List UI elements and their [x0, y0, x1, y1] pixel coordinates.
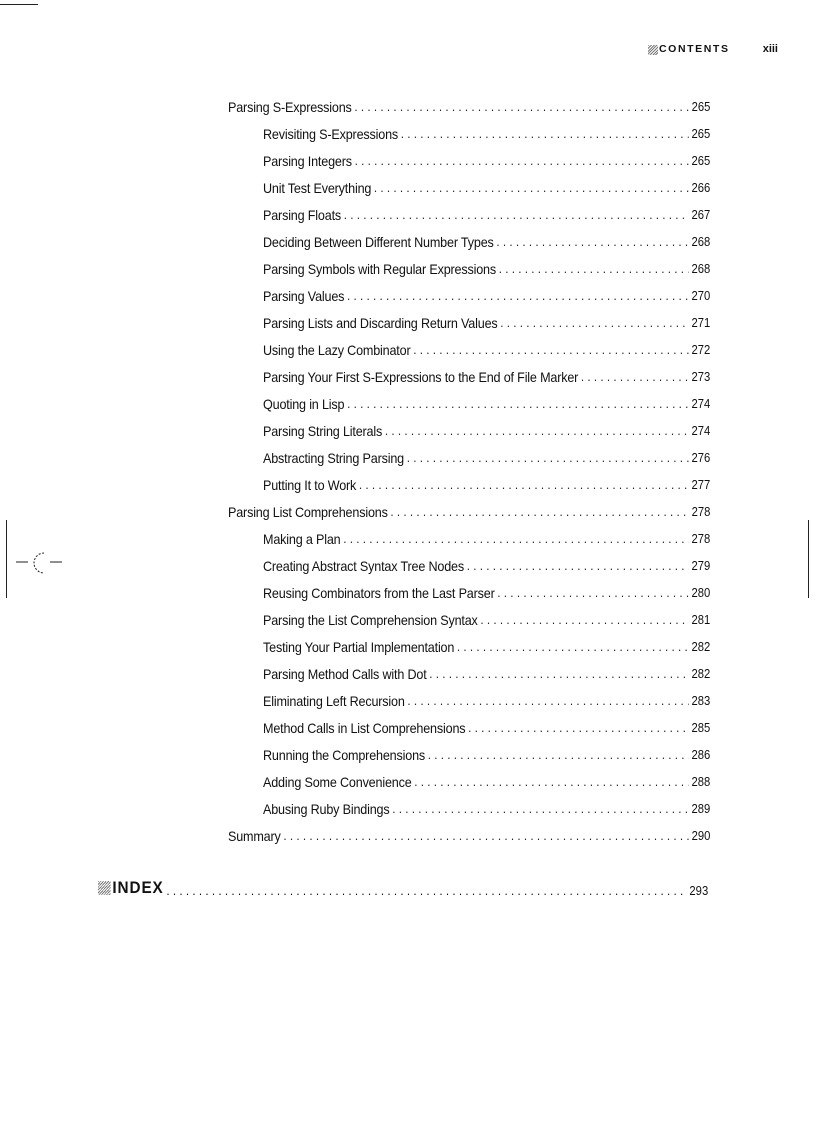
toc-entry-title: Parsing S-Expressions: [228, 99, 352, 115]
toc-entry-page: 283: [691, 694, 711, 708]
dot-leader: [283, 827, 689, 845]
toc-entry-page: 282: [691, 640, 711, 654]
toc-entry-page: 272: [691, 343, 711, 357]
toc-entry-page: 288: [691, 775, 711, 789]
toc-entry[interactable]: [263, 393, 710, 413]
toc-entry-title: Parsing Lists and Discarding Return Values: [263, 315, 498, 331]
toc-entry[interactable]: [263, 744, 710, 764]
toc-entry[interactable]: [263, 312, 710, 332]
toc-entry[interactable]: [263, 123, 710, 143]
toc-entry-page: 276: [691, 451, 711, 465]
toc-entry-title: Reusing Combinators from the Last Parser: [263, 585, 495, 601]
toc-entry-page: 282: [691, 667, 711, 681]
toc-entry-page: 267: [691, 208, 711, 222]
toc-entry[interactable]: [263, 474, 710, 494]
toc-entry-page: 278: [691, 505, 711, 519]
toc-entry[interactable]: [263, 582, 710, 602]
toc-entry[interactable]: [263, 150, 710, 170]
toc-entry-page: 274: [691, 424, 711, 438]
toc-entry-page: 289: [691, 802, 711, 816]
toc-entry[interactable]: [263, 528, 710, 548]
toc-entry-title: Summary: [228, 828, 281, 844]
toc-entry-page: 268: [691, 262, 711, 276]
crop-mark-top: [0, 4, 38, 5]
toc-entry-page: 277: [691, 478, 711, 492]
section-marker-icon: [648, 45, 658, 55]
toc-entry-page: 278: [691, 532, 711, 546]
toc-entry-title: Testing Your Partial Implementation: [263, 639, 455, 655]
toc-entry-page: 268: [691, 235, 711, 249]
dot-leader: [385, 422, 689, 440]
toc-entry[interactable]: [263, 420, 710, 440]
toc-entry[interactable]: [263, 177, 710, 197]
page-number: xiii: [762, 43, 778, 55]
dot-leader: [347, 287, 689, 305]
dot-leader: [166, 883, 686, 898]
toc-entry[interactable]: [263, 447, 710, 467]
toc-entry-title: Parsing Method Calls with Dot: [263, 666, 427, 682]
toc-entry-title: Parsing List Comprehensions: [228, 504, 388, 520]
section-marker-icon: [98, 881, 111, 895]
toc-entry-title: Adding Some Convenience: [263, 774, 412, 790]
toc-entry-page: 265: [691, 154, 711, 168]
dot-leader: [499, 260, 689, 278]
dot-leader: [344, 206, 689, 224]
toc-entry-title: Quoting in Lisp: [263, 396, 345, 412]
toc-entry-title: Parsing String Literals: [263, 423, 383, 439]
dot-leader: [414, 773, 689, 791]
toc-entry-title: Parsing Symbols with Regular Expressions: [263, 261, 497, 277]
toc-entry[interactable]: [263, 771, 710, 791]
toc-entry-page: 265: [691, 127, 711, 141]
dot-leader: [468, 719, 689, 737]
toc-entry-title: Method Calls in List Comprehensions: [263, 720, 466, 736]
toc-entry[interactable]: [228, 825, 710, 845]
toc-entry-title: Putting It to Work: [263, 477, 357, 493]
toc-entry-page: 281: [691, 613, 711, 627]
dot-leader: [347, 395, 689, 413]
toc-entry-page: 290: [691, 829, 711, 843]
toc-entry-page: 273: [691, 370, 711, 384]
dot-leader: [457, 638, 689, 656]
toc-entry-title: Parsing Floats: [263, 207, 342, 223]
toc-index-entry[interactable]: [98, 878, 708, 898]
dot-leader: [359, 476, 689, 494]
toc-entry[interactable]: [263, 636, 710, 656]
dot-leader: [480, 611, 688, 629]
toc-entry-page: 274: [691, 397, 711, 411]
dot-leader: [428, 746, 689, 764]
toc-entry-title: Parsing Your First S-Expressions to the End of File Marker: [263, 369, 579, 385]
dot-leader: [354, 98, 689, 116]
toc-entry-title: Revisiting S-Expressions: [263, 126, 399, 142]
dot-leader: [413, 341, 689, 359]
crop-mark-left: [6, 520, 7, 598]
toc-entry[interactable]: [263, 258, 710, 278]
running-header-label: CONTENTS: [659, 43, 730, 55]
dot-leader: [496, 233, 688, 251]
dot-leader: [581, 368, 689, 386]
toc-entry-title: Parsing the List Comprehension Syntax: [263, 612, 478, 628]
toc-entry-page: 270: [691, 289, 711, 303]
toc-entry-title: Making a Plan: [263, 531, 341, 547]
toc-entry[interactable]: [263, 555, 710, 575]
toc-entry-title: Using the Lazy Combinator: [263, 342, 411, 358]
dot-leader: [374, 179, 689, 197]
toc-entry-page: 286: [691, 748, 711, 762]
dot-leader: [390, 503, 689, 521]
toc-entry-title: Parsing Values: [263, 288, 345, 304]
toc-entry[interactable]: [263, 285, 710, 305]
dot-leader: [355, 152, 689, 170]
toc-entry-title: Creating Abstract Syntax Tree Nodes: [263, 558, 465, 574]
toc-entry[interactable]: [263, 366, 710, 386]
dot-leader: [429, 665, 689, 683]
toc-entry-title: Running the Comprehensions: [263, 747, 426, 763]
toc-entry-title: Deciding Between Different Number Types: [263, 234, 494, 250]
dot-leader: [401, 125, 689, 143]
registration-mark-icon: [14, 548, 64, 578]
dot-leader: [392, 800, 689, 818]
dot-leader: [467, 557, 689, 575]
dot-leader: [407, 692, 688, 710]
toc-entry-page: 279: [691, 559, 711, 573]
toc-entry-title: Parsing Integers: [263, 153, 352, 169]
toc-entry-title: Abstracting String Parsing: [263, 450, 404, 466]
toc-entry-page: 271: [691, 316, 711, 330]
toc-entry[interactable]: [263, 609, 710, 629]
dot-leader: [500, 314, 689, 332]
toc-entry-page: 280: [691, 586, 711, 600]
index-page: 293: [689, 884, 709, 898]
toc-entry[interactable]: [228, 501, 710, 521]
toc-entry[interactable]: [263, 717, 710, 737]
toc-entry[interactable]: [228, 96, 710, 116]
dot-leader: [407, 449, 689, 467]
toc-entry[interactable]: [263, 339, 710, 359]
toc-entry[interactable]: [263, 231, 710, 251]
toc-entry[interactable]: [263, 798, 710, 818]
toc-entry-title: Eliminating Left Recursion: [263, 693, 405, 709]
dot-leader: [497, 584, 689, 602]
toc-entry-title: Unit Test Everything: [263, 180, 372, 196]
toc-entry-page: 266: [691, 181, 711, 195]
toc-entry[interactable]: [263, 663, 710, 683]
toc-entry[interactable]: [263, 204, 710, 224]
toc-entry-page: 265: [691, 100, 711, 114]
toc-entry-title: Abusing Ruby Bindings: [263, 801, 390, 817]
index-title: INDEX: [112, 878, 164, 897]
dot-leader: [343, 530, 689, 548]
toc-entry[interactable]: [263, 690, 710, 710]
crop-mark-right: [808, 520, 809, 598]
running-header: [640, 43, 778, 59]
toc-entry-page: 285: [691, 721, 711, 735]
